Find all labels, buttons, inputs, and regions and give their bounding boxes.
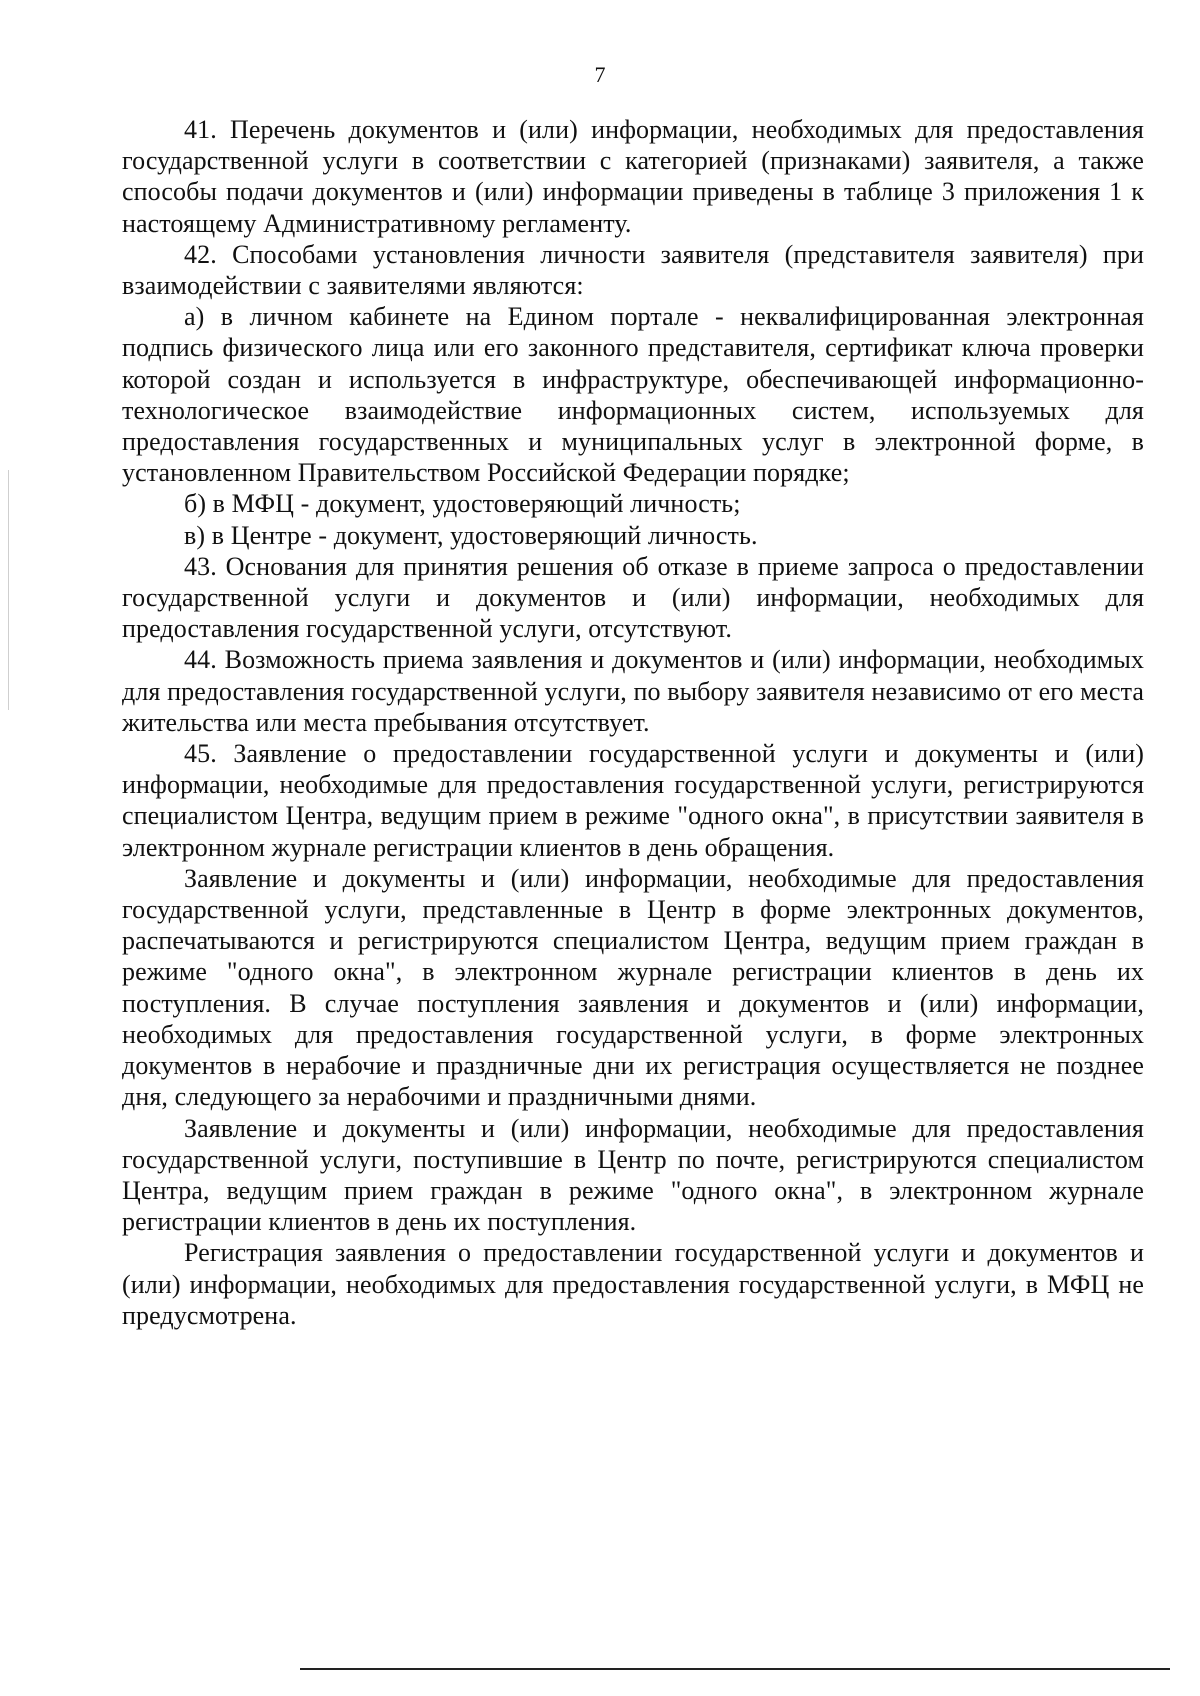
paragraph-45-post: Заявление и документы и (или) информации, необходимые для предоставления государственной услуги, поступившие в Центр по почте, регистрируются специалистом Центра, ведущим прием граждан в режиме "одного окна", в электронном журнале регистрации клиентов в день их поступления. (122, 1113, 1144, 1237)
paragraph-42-a: а) в личном кабинете на Едином портале - неквалифицированная электронная подпись физического лица или его законного представителя, сертификат ключа проверки которой создан и используется в инфраструктуре, обеспечивающей информационно-технологическое взаимодействие информационных систем, используемых для предоставления государственных и муниципальных услуг в электронной форме, в установленном Правительством Российской Федерации порядке; (122, 302, 1144, 488)
scan-edge-mark (8, 470, 9, 710)
footer-rule (300, 1668, 1170, 1670)
paragraph-42-b: б) в МФЦ - документ, удостоверяющий личность; (184, 489, 741, 519)
paragraph-44: 44. Возможность приема заявления и документов и (или) информации, необходимых для предоставления государственной услуги, по выбору заявителя независимо от его места жительства или места пребывания отсутствует. (122, 645, 1144, 737)
paragraph-45-mfc: Регистрация заявления о предоставлении государственной услуги и документов и (или) информации, необходимых для предоставления государственной услуги, в МФЦ не предусмотрена. (122, 1238, 1144, 1330)
paragraph-41: 41. Перечень документов и (или) информации, необходимых для предоставления государственной услуги в соответствии с категорией (признаками) заявителя, а также способы подачи документов и (или) информации приведены в таблице 3 приложения 1 к настоящему Административному регламенту. (122, 115, 1144, 238)
paragraph-45-electronic: Заявление и документы и (или) информации, необходимые для предоставления государственной услуги, представленные в Центр в форме электронных документов, распечатываются и регистрируются специалистом Центра, ведущим прием граждан в режиме "одного окна", в электронном журнале регистрации клиентов в день их поступления. В случае поступления заявления и документов и (или) информации, необходимых для предоставления государственной услуги, в форме электронных документов в нерабочие и праздничные дни их регистрация осуществляется не позднее дня, следующего за нерабочими и праздничными днями. (122, 863, 1144, 1112)
document-body (122, 114, 1144, 1331)
paragraph-42: 42. Способами установления личности заявителя (представителя заявителя) при взаимодействии с заявителями являются: (122, 239, 1144, 301)
paragraph-42-v: в) в Центре - документ, удостоверяющий личность. (184, 520, 758, 550)
page-number: 7 (594, 62, 606, 87)
paragraph-45: 45. Заявление о предоставлении государственной услуги и документы и (или) информации, необходимые для предоставления государственной услуги, регистрируются специалистом Центра, ведущим прием в режиме "одного окна", в присутствии заявителя в электронном журнале регистрации клиентов в день обращения. (122, 739, 1144, 862)
paragraph-43: 43. Основания для принятия решения об отказе в приеме запроса о предоставлении государственной услуги и документов и (или) информации, необходимых для предоставления государственной услуги, отсутствуют. (122, 551, 1144, 644)
